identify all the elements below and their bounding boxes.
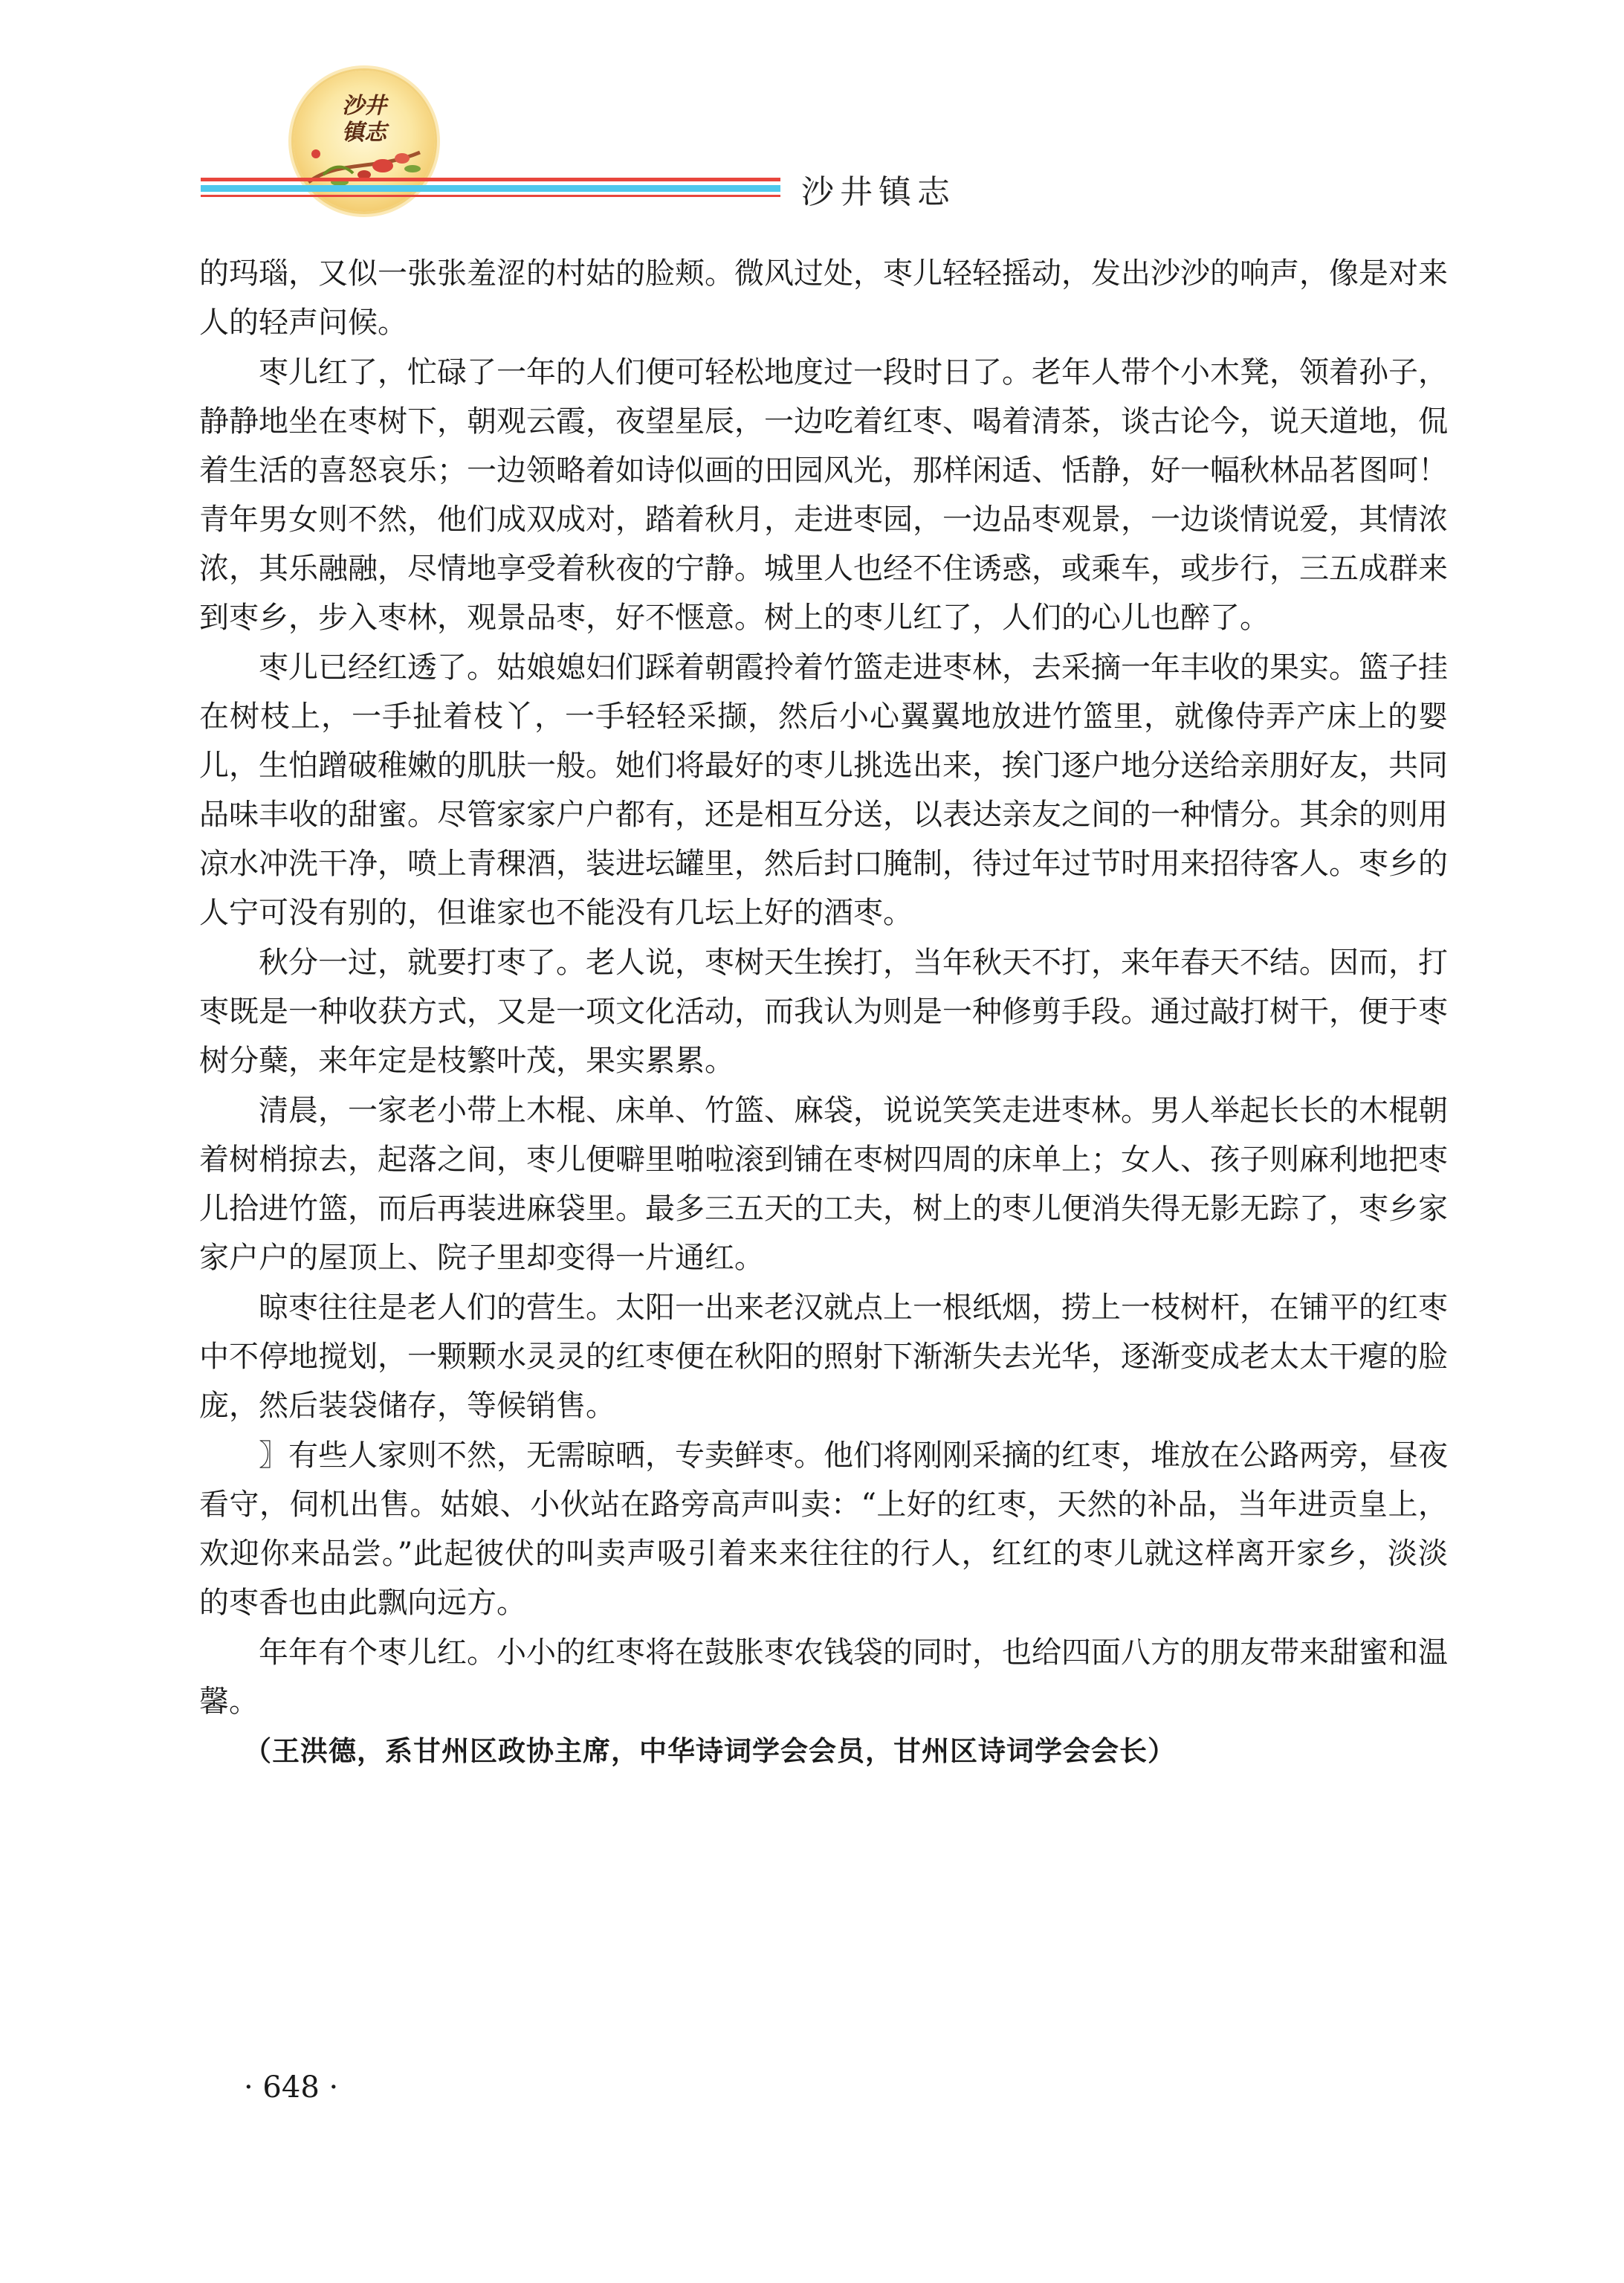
paragraph: 年年有个枣儿红。小小的红枣将在鼓胀枣农钱袋的同时，也给四面八方的朋友带来甜蜜和温馨。 xyxy=(199,1635,1448,1719)
paragraph: 的玛瑙，又似一张张羞涩的村姑的脸颊。微风过处，枣儿轻轻摇动，发出沙沙的响声，像是对来人的轻声问候。 xyxy=(199,256,1448,340)
header-rule-blue xyxy=(201,185,780,192)
author-note: （王洪德，系甘州区政协主席，中华诗词学会会员，甘州区诗词学会会长） xyxy=(244,1735,1176,1767)
paragraph: 秋分一过，就要打枣了。老人说，枣树天生挨打，当年秋天不打，来年春天不结。因而，打枣既是一种收获方式，又是一项文化活动，而我认为则是一种修剪手段。通过敲打树干，便于枣树分蘖，来年定是枝繁叶茂，果实累累。 xyxy=(199,946,1448,1078)
paragraph: 清晨，一家老小带上木棍、床单、竹篮、麻袋，说说笑笑走进枣林。男人举起长长的木棍朝着树梢掠去，起落之间，枣儿便噼里啪啦滚到铺在枣树四周的床单上；女人、孩子则麻利地把枣儿拾进竹篮，而后再装进麻袋里。最多三五天的工夫，树上的枣儿便消失得无影无踪了，枣乡家家户户的屋顶上、院子里却变得一片通红。 xyxy=(199,1094,1448,1275)
running-head-title: 沙井镇志 xyxy=(801,173,956,211)
paragraph: 枣儿红了，忙碌了一年的人们便可轻松地度过一段时日了。老年人带个小木凳，领着孙子，静静地坐在枣树下，朝观云霞，夜望星辰，一边吃着红枣、喝着清茶，谈古论今，说天道地，侃着生活的喜怒哀乐；一边领略着如诗似画的田园风光，那样闲适、恬静，好一幅秋林品茗图呵！青年男女则不然，他们成双成对，踏着秋月，走进枣园，一边品枣观景，一边谈情说爱，其情浓浓，其乐融融，尽情地享受着秋夜的宁静。城里人也经不住诱惑，或乘车，或步行，三五成群来到枣乡，步入枣林，观景品枣，好不惬意。树上的枣儿红了，人们的心儿也醉了。 xyxy=(199,355,1448,635)
paragraph: 晾枣往往是老人们的营生。太阳一出来老汉就点上一根纸烟，捞上一枝树杆，在铺平的红枣中不停地搅划，一颗颗水灵灵的红枣便在秋阳的照射下渐渐失去光华，逐渐变成老太太干瘪的脸庞，然后装袋储存，等候销售。 xyxy=(199,1291,1448,1423)
header-rule-red xyxy=(201,178,780,181)
article-body xyxy=(199,249,1448,1777)
page-number: · 648 · xyxy=(244,2070,339,2105)
page-header xyxy=(0,0,1624,223)
paragraph: 枣儿已经红透了。姑娘媳妇们踩着朝霞拎着竹篮走进枣林，去采摘一年丰收的果实。篮子挂在树枝上，一手扯着枝丫，一手轻轻采撷，然后小心翼翼地放进竹篮里，就像侍弄产床上的婴儿，生怕蹭破稚嫩的肌肤一般。她们将最好的枣儿挑选出来，挨门逐户地分送给亲朋好友，共同品味丰收的甜蜜。尽管家家户户都有，还是相互分送，以表达亲友之间的一种情分。其余的则用凉水冲洗干净，喷上青稞酒，装进坛罐里，然后封口腌制，待过年过节时用来招待客人。枣乡的人宁可没有别的，但谁家也不能没有几坛上好的酒枣。 xyxy=(199,650,1448,930)
paragraph: 〗有些人家则不然，无需晾晒，专卖鲜枣。他们将刚刚采摘的红枣，堆放在公路两旁，昼夜看守，伺机出售。姑娘、小伙站在路旁高声叫卖：“上好的红枣，天然的补品，当年进贡皇上，欢迎你来品尝。”此起彼伏的叫卖声吸引着来来往往的行人，红红的枣儿就这样离开家乡，淡淡的枣香也由此飘向远方。 xyxy=(199,1438,1448,1620)
logo-text: 沙井 镇志 xyxy=(342,93,386,146)
header-rule-red-lower xyxy=(201,195,780,197)
